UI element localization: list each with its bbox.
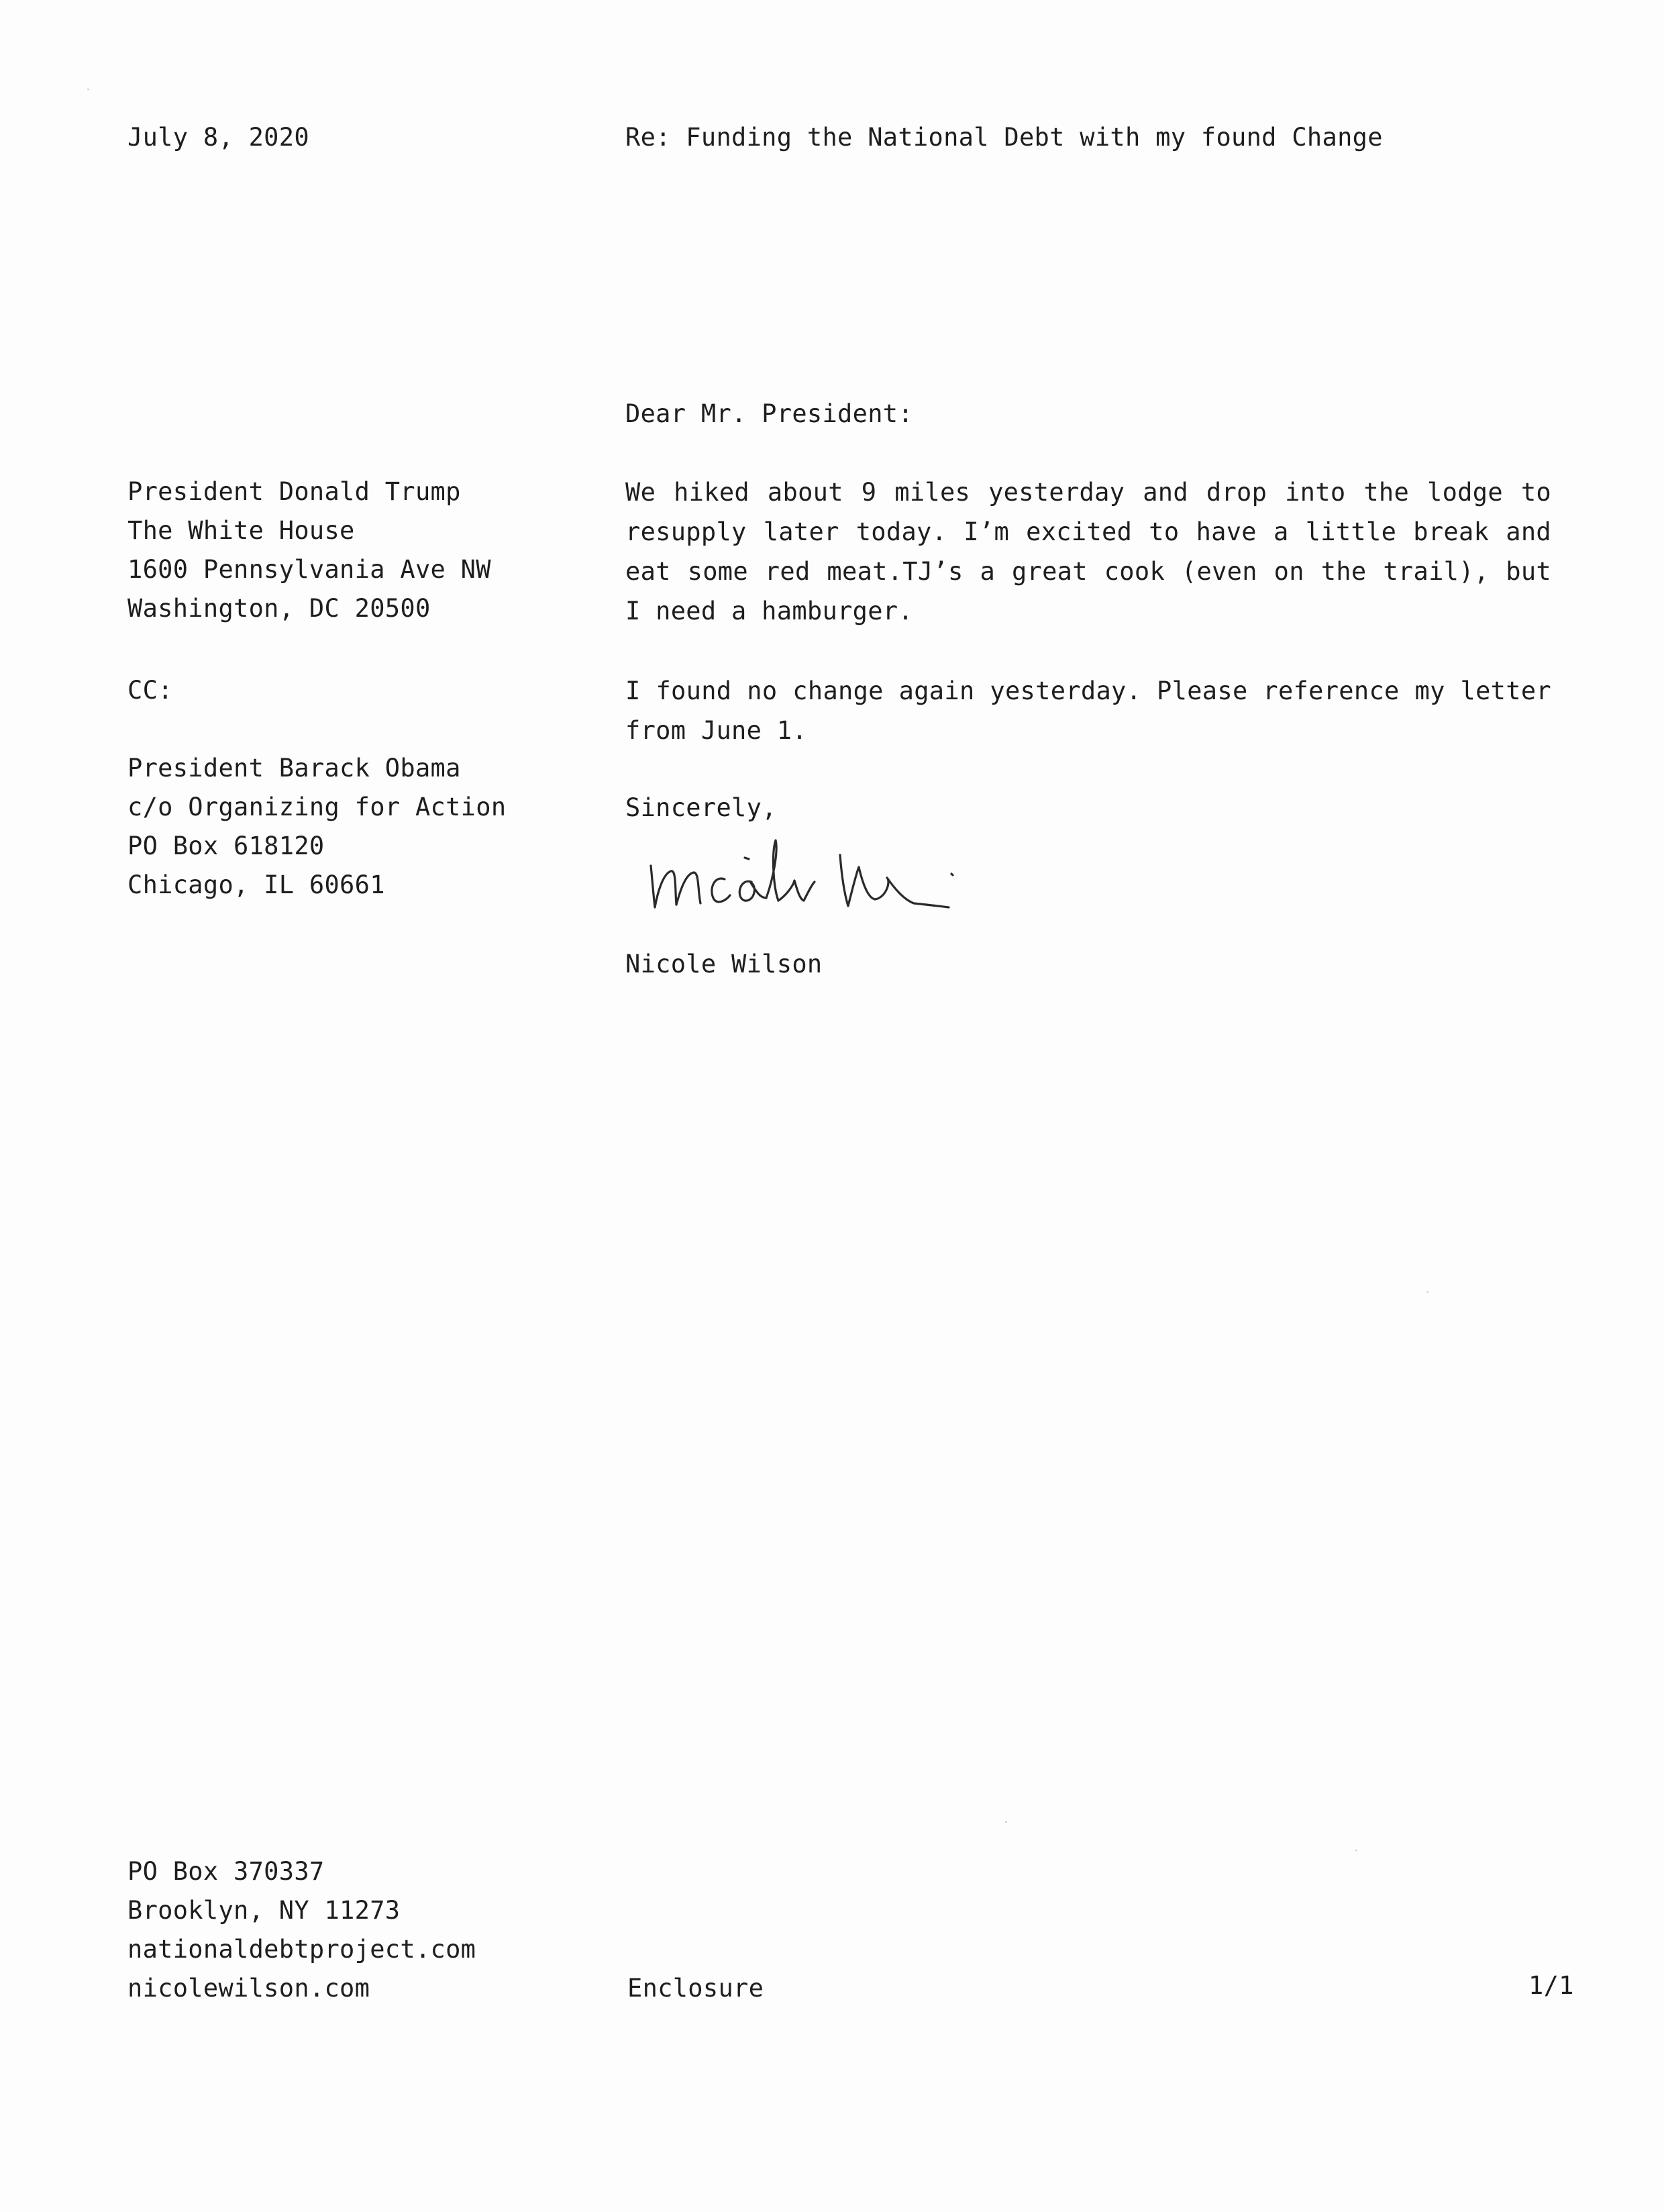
- sender-address: [127, 1852, 476, 2008]
- address-line: 1600 Pennsylvania Ave NW: [127, 555, 491, 584]
- cc-address: [127, 749, 506, 905]
- closing: Sincerely,: [625, 793, 777, 822]
- scan-speck: [1426, 1291, 1428, 1293]
- body-paragraph-1: We hiked about 9 miles yesterday and drop into the lodge to resupply later today. I’m excited to have a little break and eat some red meat.TJ’s a great cook (even on the trail), but I need a hamburger.: [625, 478, 1551, 625]
- address-line: PO Box 618120: [127, 832, 325, 860]
- letter-date: July 8, 2020: [127, 123, 309, 152]
- address-line: c/o Organizing for Action: [127, 793, 507, 821]
- letter-subject: Re: Funding the National Debt with my found Change: [625, 123, 1383, 152]
- body-paragraph-2: I found no change again yesterday. Please reference my letter from June 1.: [625, 676, 1551, 745]
- address-line: The White House: [127, 516, 355, 545]
- page-number: 1/1: [1528, 1971, 1574, 2000]
- footer-line: Brooklyn, NY 11273: [127, 1896, 401, 1925]
- footer-line: nationaldebtproject.com: [127, 1935, 476, 1964]
- address-line: President Barack Obama: [127, 754, 461, 783]
- signature: [644, 825, 980, 926]
- salutation: Dear Mr. President:: [625, 399, 913, 428]
- scan-speck: [87, 89, 89, 90]
- scan-speck: [1005, 1821, 1007, 1823]
- enclosure-note: Enclosure: [627, 1974, 764, 2003]
- cc-label: CC:: [127, 676, 173, 705]
- address-line: Chicago, IL 60661: [127, 870, 385, 899]
- recipient-address: [127, 472, 491, 628]
- address-line: Washington, DC 20500: [127, 594, 431, 623]
- scan-speck: [1355, 1850, 1357, 1851]
- address-line: President Donald Trump: [127, 477, 461, 506]
- footer-line: PO Box 370337: [127, 1857, 325, 1886]
- signer-name: Nicole Wilson: [625, 950, 823, 978]
- footer-line: nicolewilson.com: [127, 1974, 370, 2003]
